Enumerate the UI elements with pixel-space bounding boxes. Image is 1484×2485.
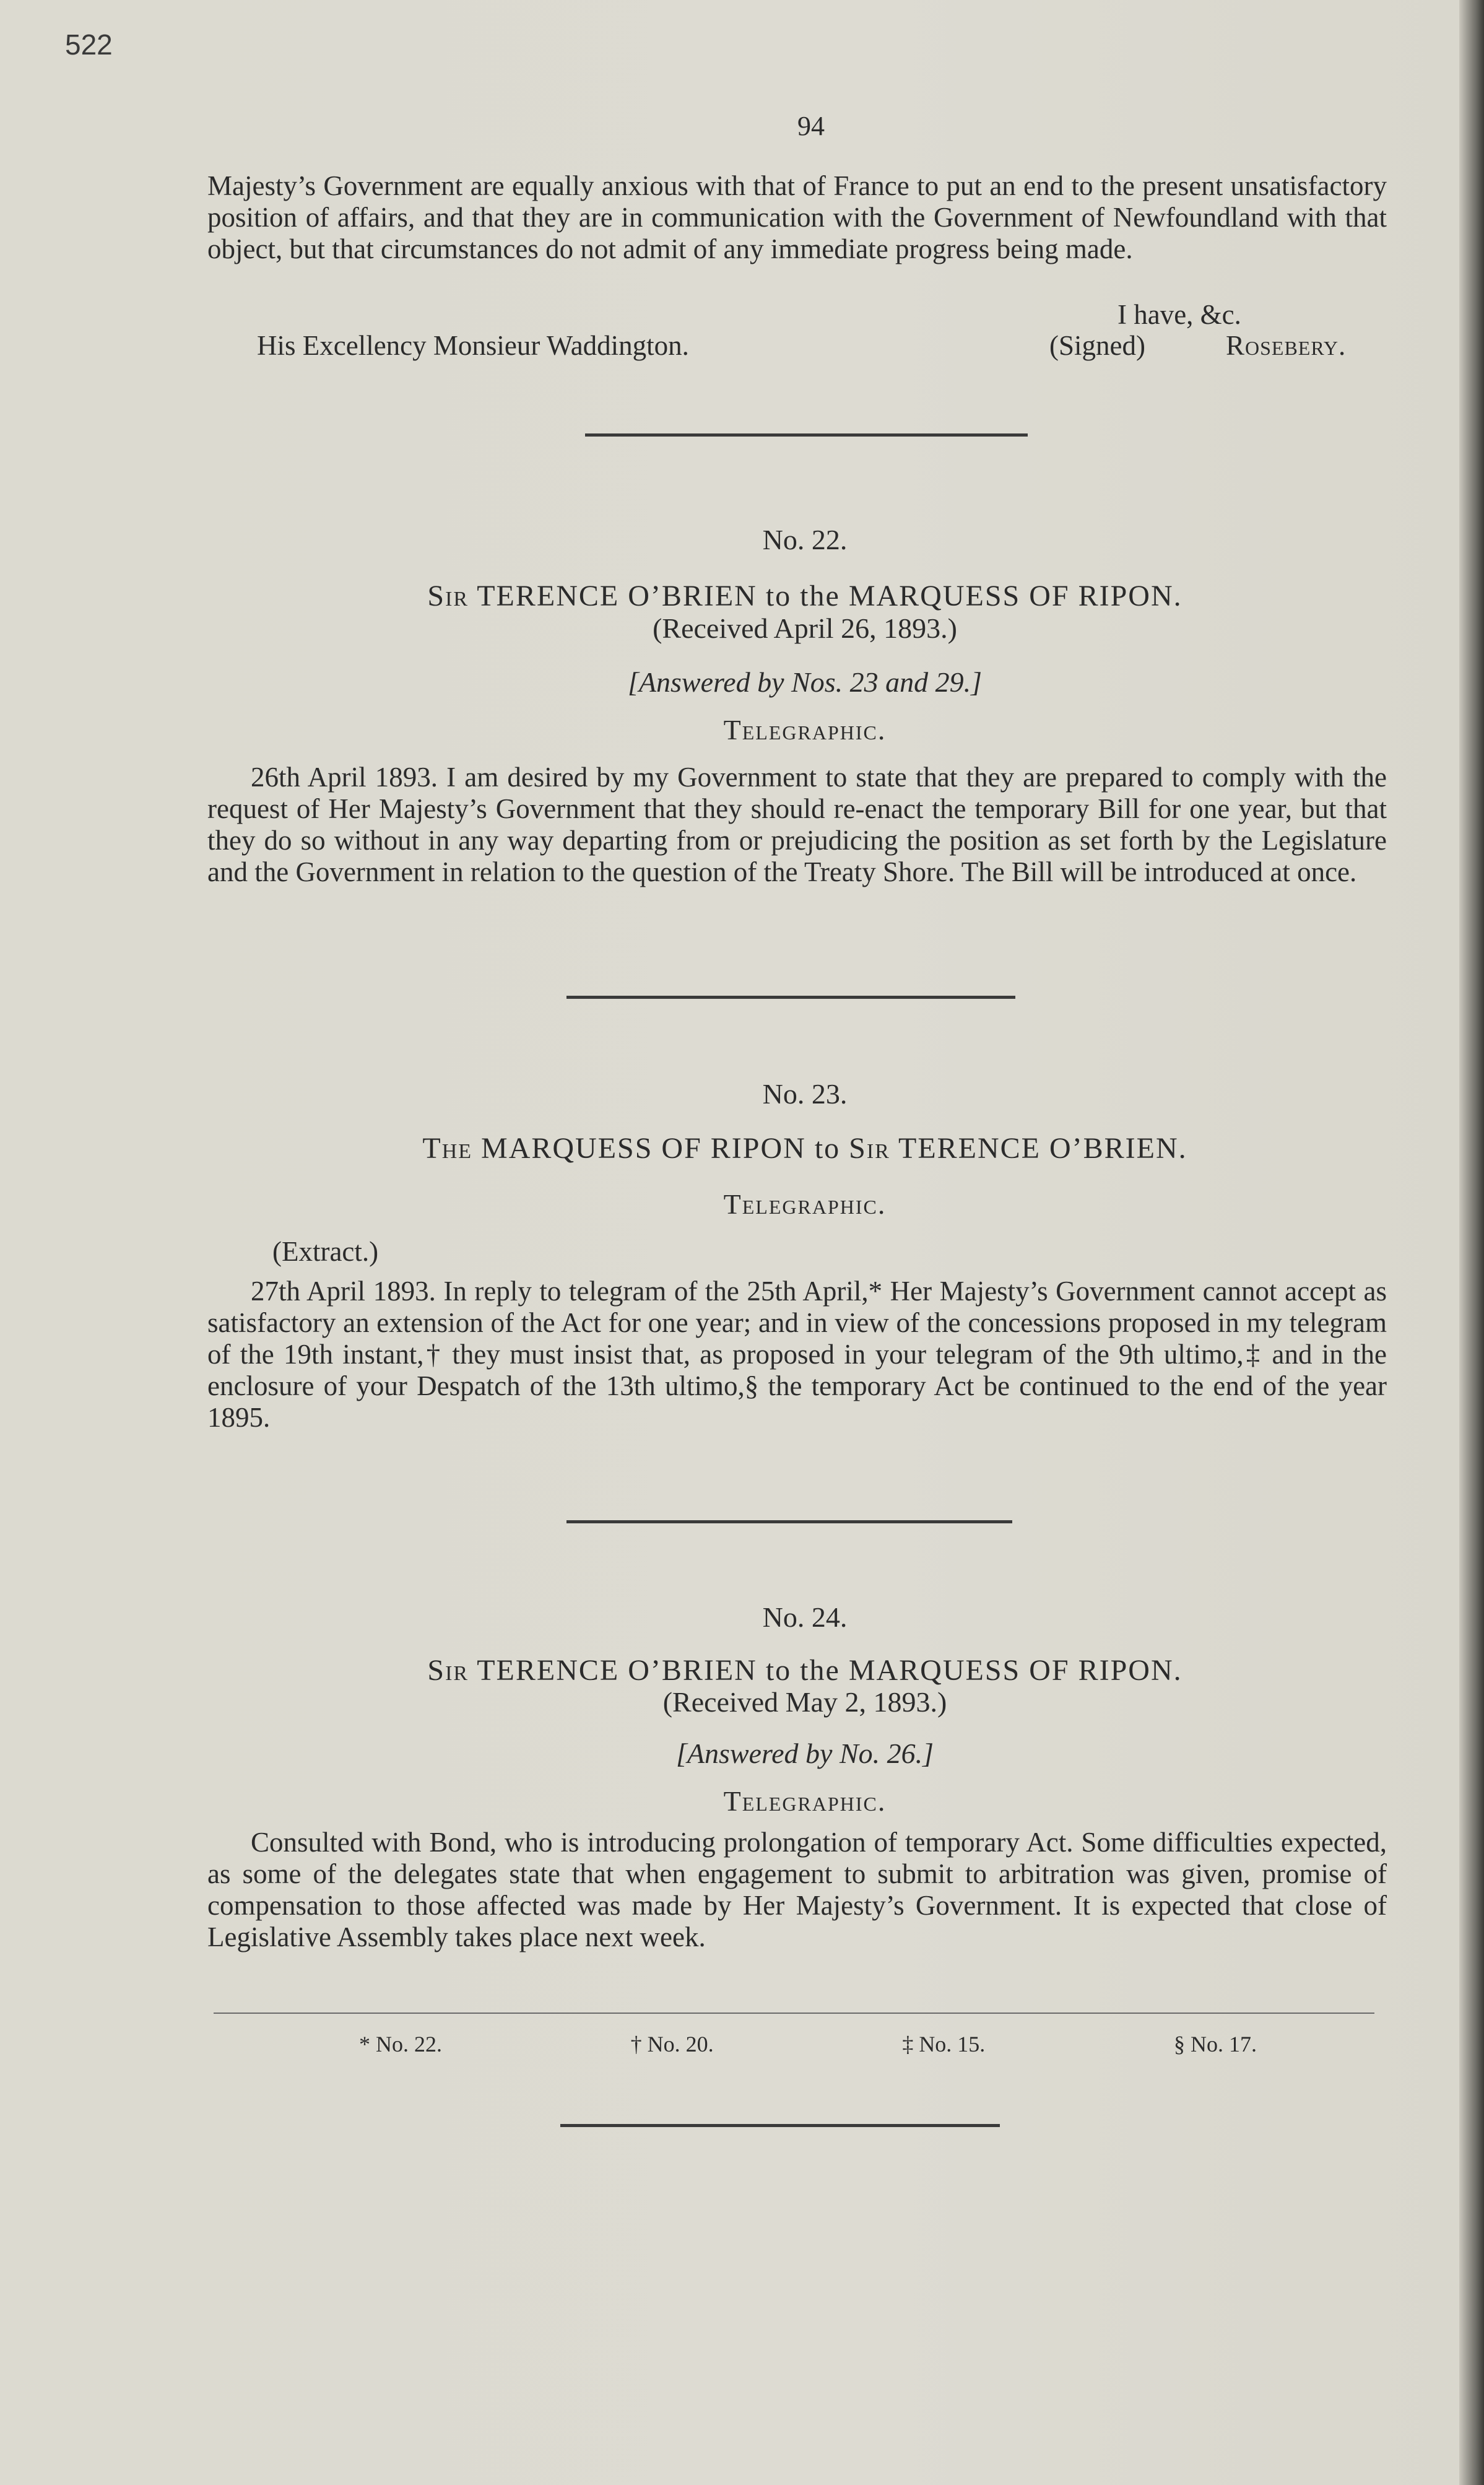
no23-body-text: 27th April 1893. In reply to telegram of the 25th April,* Her Majesty’s Government cannot accept as satisfactory an extension of the Act for one year; and in view of the concessions proposed in my telegram of the 19th instant,† they must insist that, as proposed in your telegram of the 9th ultimo,‡ and in the enclosure of your Despatch of the 13th ultimo,§ the temporary Act be continued to the end of the year 1895. — [207, 1276, 1387, 1433]
no22-mode: Telegraphic. — [723, 714, 887, 746]
no23-extract-label: (Extract.) — [272, 1236, 379, 1267]
signed-label: (Signed) — [1049, 330, 1145, 361]
no24-body — [207, 1827, 1387, 1953]
footnote: § No. 17. — [1173, 2032, 1257, 2056]
no23-sir: Sir — [849, 1132, 890, 1165]
no23-mode: Telegraphic. — [723, 1188, 887, 1220]
no23-body — [207, 1276, 1387, 1434]
no22-heading — [0, 579, 1484, 613]
no22-number: No. 22. — [762, 524, 848, 555]
no22-sir: Sir — [427, 580, 469, 612]
folio-number: 94 — [797, 111, 825, 141]
section-divider — [560, 2124, 1000, 2127]
footnote: † No. 20. — [630, 2032, 714, 2056]
no22-received: (Received April 26, 1893.) — [653, 612, 957, 644]
no24-heading — [0, 1653, 1484, 1687]
stamp-number: 522 — [65, 28, 113, 61]
footnote-rule — [214, 2013, 1374, 2014]
no22-body — [207, 762, 1387, 888]
no24-mode: Telegraphic. — [723, 1785, 887, 1817]
no24-heading-text: TERENCE O’BRIEN to the MARQUESS OF RIPON. — [477, 1654, 1182, 1687]
section-divider — [566, 1520, 1012, 1523]
no22-heading-text: TERENCE O’BRIEN to the MARQUESS OF RIPON. — [477, 580, 1182, 612]
addressee: His Excellency Monsieur Waddington. — [257, 330, 689, 361]
signatory: Rosebery. — [1226, 330, 1347, 361]
no22-body-text: 26th April 1893. I am desired by my Government to state that they are prepared to comply with the request of Her Majesty’s Government that they should re-enact the temporary Bill for one year, but that they do so without in any way departing from or prejudicing the position as set forth by the Legislature and the Government in relation to the question of the Treaty Shore. The Bill will be introduced at once. — [207, 762, 1387, 887]
opening-paragraph: Majesty’s Government are equally anxious with that of France to put an end to the present unsatisfactory position of affairs, and that they are in communication with the Government of Newfoundland with that object, but that circumstances do not admit of any immediate progress being made. — [207, 170, 1387, 264]
book-gutter — [1459, 0, 1484, 2485]
no24-sir: Sir — [427, 1654, 469, 1687]
closing-phrase: I have, &c. — [1117, 299, 1241, 330]
no24-answered: [Answered by No. 26.] — [675, 1738, 934, 1769]
no23-number: No. 23. — [762, 1078, 848, 1110]
no24-received: (Received May 2, 1893.) — [662, 1686, 947, 1718]
footnotes — [359, 2031, 1257, 2057]
footnote: ‡ No. 15. — [902, 2032, 986, 2056]
footnote: * No. 22. — [359, 2032, 442, 2056]
no23-heading-a: MARQUESS OF RIPON to — [481, 1132, 841, 1165]
no22-answered: [Answered by Nos. 23 and 29.] — [627, 666, 982, 698]
section-divider — [585, 433, 1028, 437]
section-divider — [566, 996, 1015, 999]
no23-heading-b: TERENCE O’BRIEN. — [898, 1132, 1187, 1165]
no24-body-text: Consulted with Bond, who is introducing prolongation of temporary Act. Some difficulties expected, as some of the delegates state that when engagement to submit to arbitration was given, promise of compensation to those affected was made by Her Majesty’s Government. It is expected that close of Legislative Assembly takes place next week. — [207, 1827, 1387, 1952]
no23-heading — [0, 1131, 1484, 1165]
no23-the: The — [422, 1132, 473, 1165]
no24-number: No. 24. — [762, 1601, 848, 1633]
